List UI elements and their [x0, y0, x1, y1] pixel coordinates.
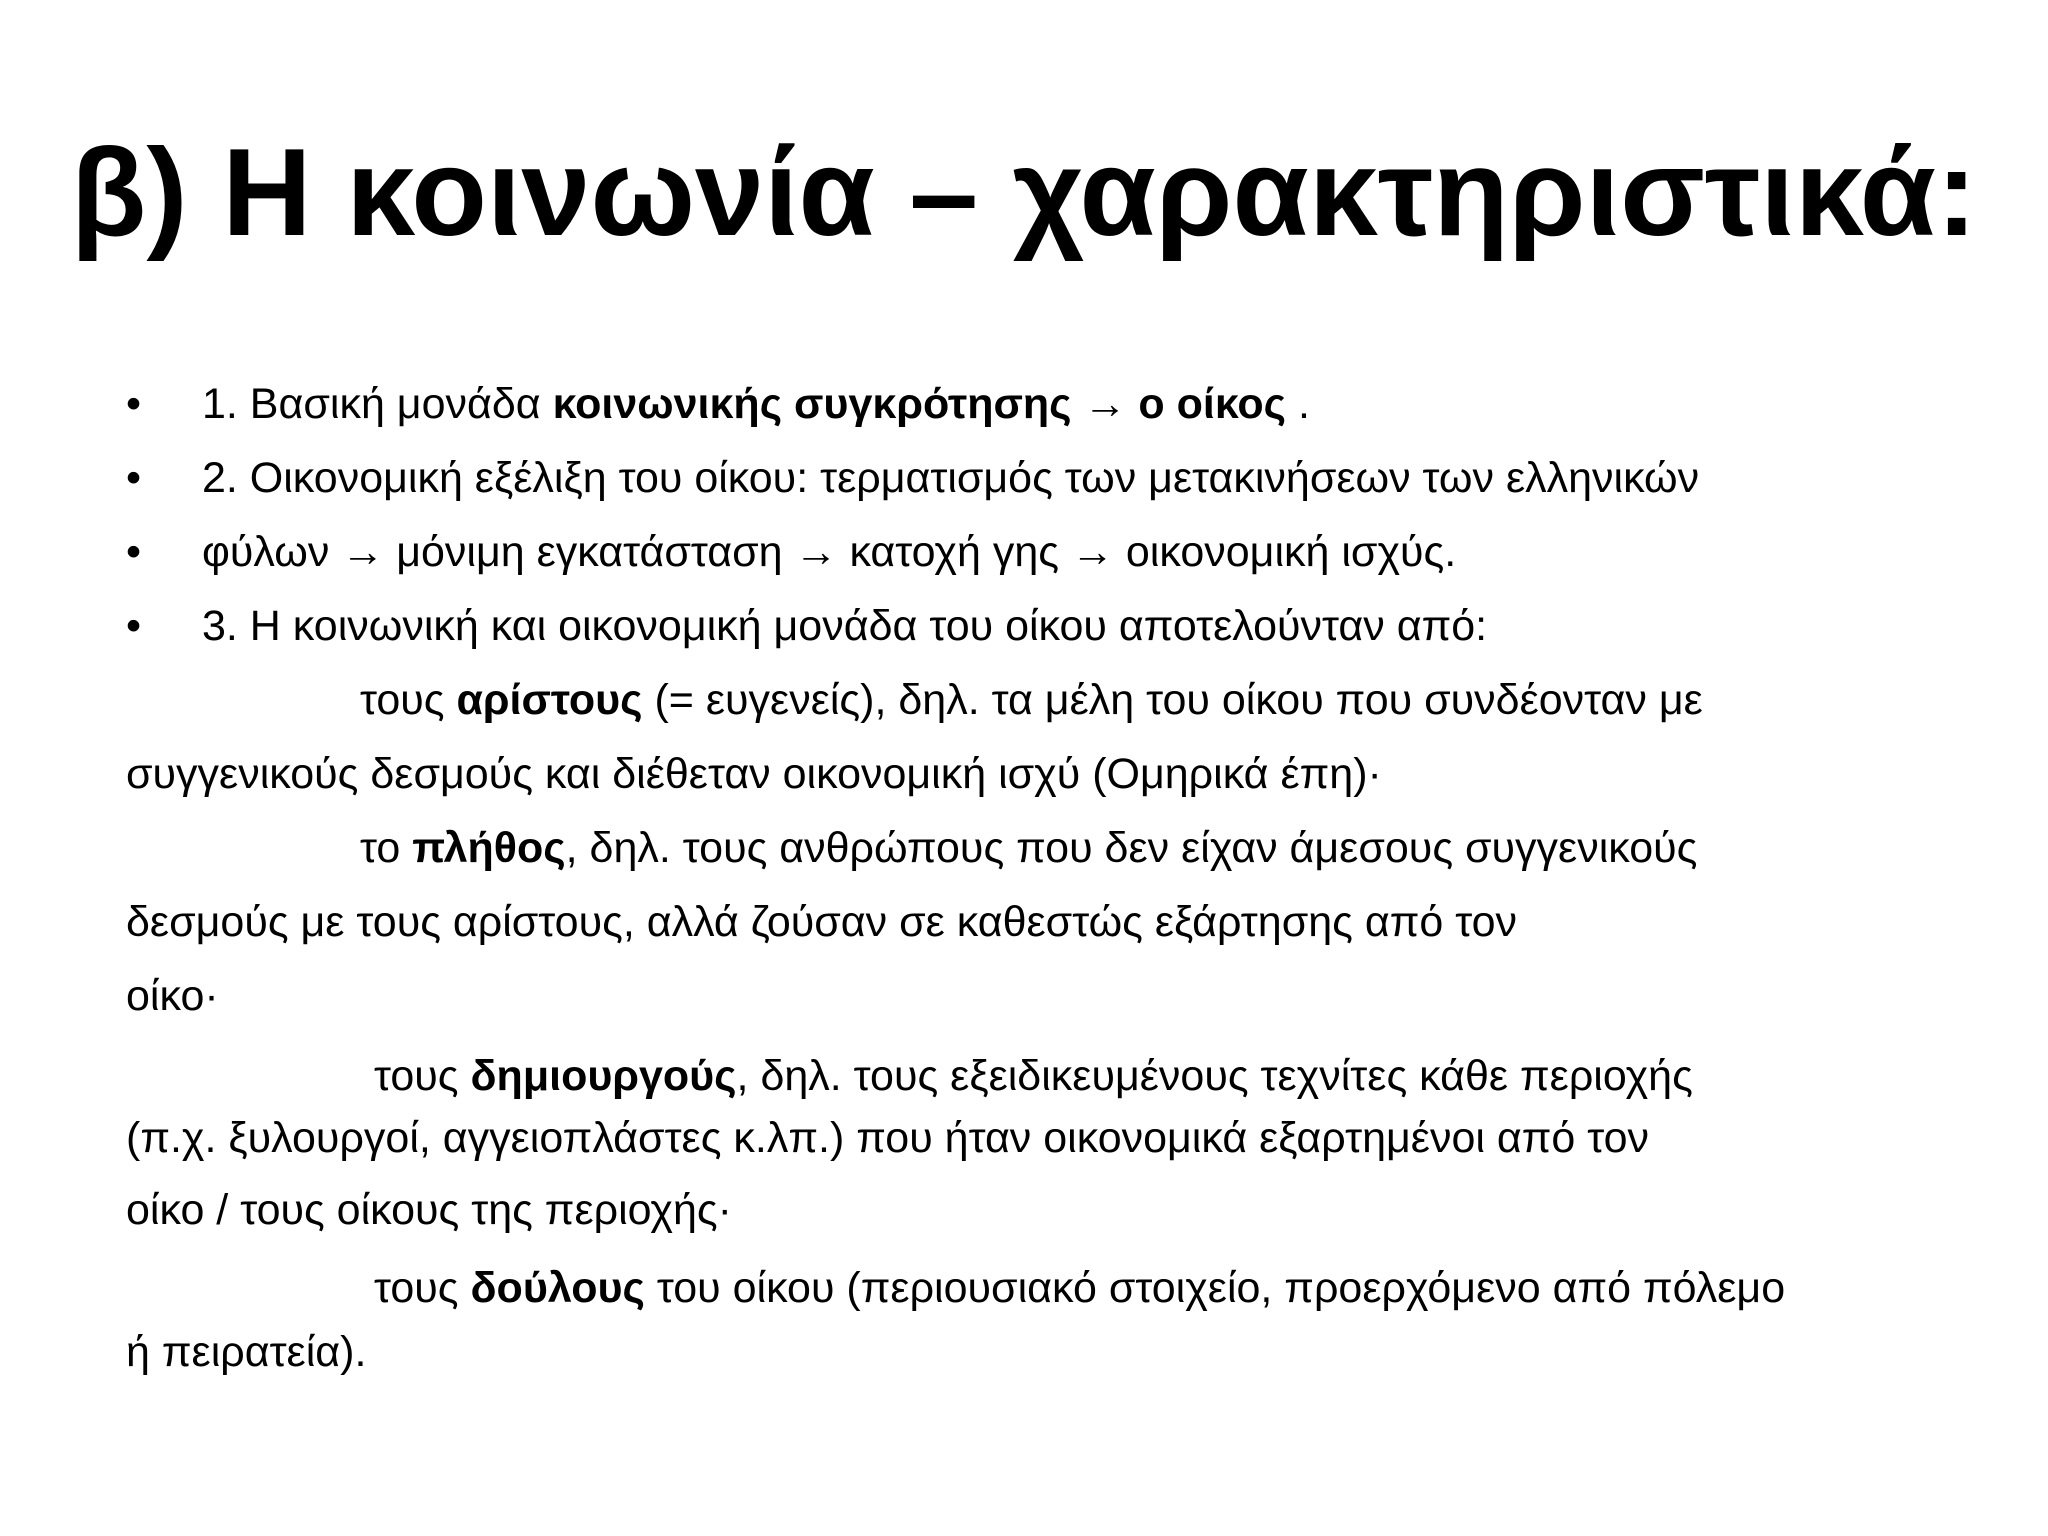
text-segment: τους: [374, 1264, 471, 1312]
group-plithos-line-3: οίκο·: [126, 972, 219, 1020]
group-aristoi-line-2: συγγενικούς δεσμούς και διέθεταν οικονομική ισχύ (Ομηρικά έπη)·: [126, 750, 1382, 798]
slide-title: β) Η κοινωνία – χαρακτηριστικά:: [70, 124, 1978, 262]
bold-term: πλήθος: [412, 824, 566, 872]
group-dimiourgoi-line-3: οίκο / τους οίκους της περιοχής·: [126, 1186, 732, 1234]
text-segment: τους: [360, 676, 457, 724]
group-douloi-line-2: ή πειρατεία).: [126, 1328, 367, 1376]
text-segment: , δηλ. τους εξειδικευμένους τεχνίτες κάθε περιοχής: [736, 1052, 1693, 1100]
bullet-marker: •: [126, 602, 142, 650]
bold-term: ο οίκος: [1138, 380, 1287, 428]
bold-term: δούλους: [470, 1264, 645, 1312]
bold-term: αρίστους: [456, 676, 643, 724]
bullet-text: φύλων → μόνιμη εγκατάσταση → κατοχή γης → οικονομική ισχύς.: [202, 528, 1457, 576]
bullet-marker: •: [126, 528, 142, 576]
text-segment: το: [360, 824, 413, 872]
bold-term: κοινωνικής συγκρότησης: [552, 380, 1072, 428]
text-segment: .: [1286, 380, 1310, 428]
group-dimiourgoi-line-2: (π.χ. ξυλουργοί, αγγειοπλάστες κ.λπ.) που ήταν οικονομικά εξαρτημένοι από τον: [126, 1114, 1650, 1162]
bullet-marker: •: [126, 454, 142, 502]
bullet-marker: •: [126, 380, 142, 428]
arrow-segment: →: [1071, 380, 1139, 428]
bold-term: δημιουργούς: [470, 1052, 737, 1100]
group-plithos-line-2: δεσμούς με τους αρίστους, αλλά ζούσαν σε καθεστώς εξάρτησης από τον: [126, 898, 1518, 946]
text-segment: (= ευγενείς), δηλ. τα μέλη του οίκου που συνδέονταν με: [642, 676, 1703, 724]
bullet-text: [202, 378, 1310, 430]
group-douloi-line-1: [374, 1262, 1785, 1314]
group-dimiourgoi-line-1: [374, 1050, 1693, 1102]
text-segment: του οίκου (περιουσιακό στοιχείο, προερχόμενο από πόλεμο: [644, 1264, 1786, 1312]
group-plithos-line-1: [360, 822, 1697, 874]
bullet-text: 3. Η κοινωνική και οικονομική μονάδα του οίκου αποτελούνταν από:: [202, 602, 1488, 650]
text-segment: , δηλ. τους ανθρώπους που δεν είχαν άμεσους συγγενικούς: [565, 824, 1698, 872]
text-segment: τους: [374, 1052, 471, 1100]
group-aristoi-line-1: [360, 674, 1703, 726]
text-segment: 1. Βασική μονάδα: [202, 380, 553, 428]
bullet-text: 2. Οικονομική εξέλιξη του οίκου: τερματισμός των μετακινήσεων των ελληνικών: [202, 454, 1700, 502]
